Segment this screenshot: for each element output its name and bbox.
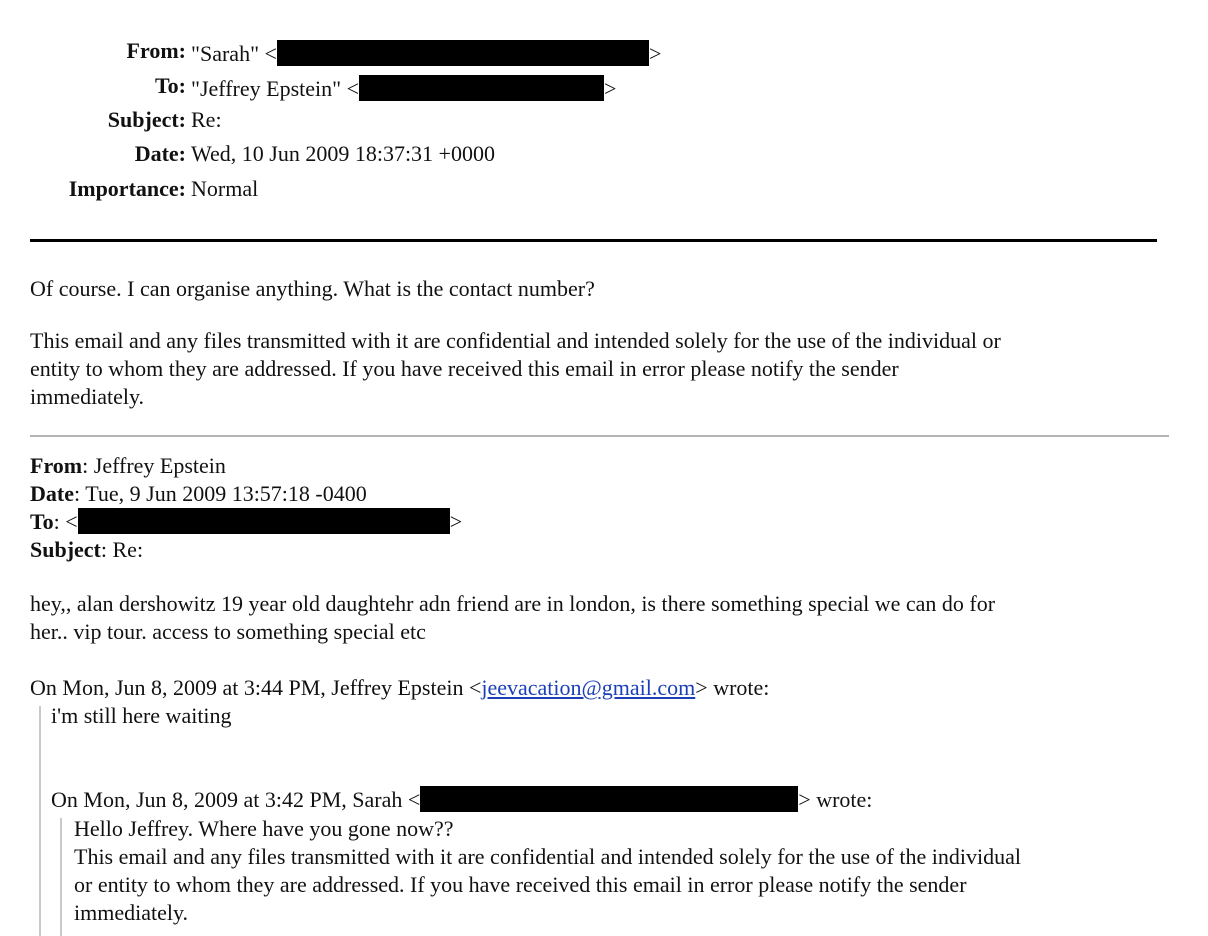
forwarded-subject-value: : Re: [100, 537, 144, 562]
forwarded-date-row [30, 480, 462, 508]
header-importance-value: Normal [191, 176, 259, 201]
quote-divider [30, 435, 1169, 437]
body-line: This email and any files transmitted with it are confidential and intended solely for the use of the individual [74, 844, 1021, 869]
forwarded-subject-label: Subject [30, 537, 101, 562]
quote-bar [60, 818, 62, 936]
header-date-label: Date: [134, 141, 186, 166]
header-importance-label: Importance: [68, 176, 186, 201]
angle-close: > [604, 76, 617, 101]
header-from-label: From: [126, 38, 186, 63]
disclaimer-line: immediately. [30, 384, 145, 409]
header-to-value [191, 75, 616, 101]
body-line: her.. vip tour. access to something special etc [30, 619, 426, 644]
header-date-value: Wed, 10 Jun 2009 18:37:31 +0000 [191, 141, 495, 166]
body-line: hey,, alan dershowitz 19 year old daughtehr adn friend are in london, is there something special we can do for [30, 591, 996, 616]
header-to-label: To: [155, 73, 186, 98]
redaction-bar [359, 75, 604, 101]
header-subject-value: Re: [191, 107, 222, 132]
sender-name: "Sarah" < [191, 41, 277, 66]
redaction-bar [420, 786, 798, 812]
quote1-text: i'm still here waiting [51, 703, 232, 728]
forwarded-to-value: : < [53, 509, 78, 534]
forwarded-body [30, 590, 995, 646]
redaction-bar [277, 40, 649, 66]
body-line: Hello Jeffrey. Where have you gone now?? [74, 816, 454, 841]
disclaimer-line: This email and any files transmitted with it are confidential and intended solely for the use of the individual or [30, 328, 1001, 353]
quote-bar [39, 706, 41, 936]
quote-intro-text: > wrote: [695, 675, 770, 700]
forwarded-from-label: From [30, 453, 83, 478]
body-line: immediately. [74, 900, 189, 925]
body-line: or entity to whom they are addressed. If you have received this email in error please notify the sender [74, 872, 967, 897]
forwarded-subject-row [30, 536, 462, 564]
quote-intro-text: On Mon, Jun 8, 2009 at 3:42 PM, Sarah < [51, 787, 421, 812]
quote-intro-text: On Mon, Jun 8, 2009 at 3:44 PM, Jeffrey Epstein < [30, 675, 482, 700]
forwarded-date-value: : Tue, 9 Jun 2009 13:57:18 -0400 [73, 481, 367, 506]
reply-text: Of course. I can organise anything. What is the contact number? [30, 276, 595, 301]
quote-intro-text: > wrote: [798, 787, 873, 812]
forwarded-to-row [30, 508, 462, 536]
email-link[interactable]: jeevacation@gmail.com [481, 675, 696, 700]
angle-close: > [449, 509, 463, 534]
forwarded-from-row [30, 452, 462, 480]
header-subject-label: Subject: [107, 107, 186, 132]
header-from-value [191, 40, 661, 66]
forwarded-header [30, 452, 462, 564]
quote1-intro [30, 674, 769, 702]
forwarded-to-label: To [30, 509, 54, 534]
recipient-name: "Jeffrey Epstein" < [191, 76, 360, 101]
forwarded-from-value: : Jeffrey Epstein [82, 453, 226, 478]
reply-disclaimer [30, 327, 1001, 411]
disclaimer-line: entity to whom they are addressed. If you have received this email in error please notify the sender [30, 356, 899, 381]
quote2-intro [51, 786, 872, 814]
quote2-body [74, 815, 1021, 927]
forwarded-date-label: Date [30, 481, 74, 506]
header-divider [30, 239, 1157, 242]
angle-close: > [648, 41, 662, 66]
redaction-bar [78, 508, 450, 534]
